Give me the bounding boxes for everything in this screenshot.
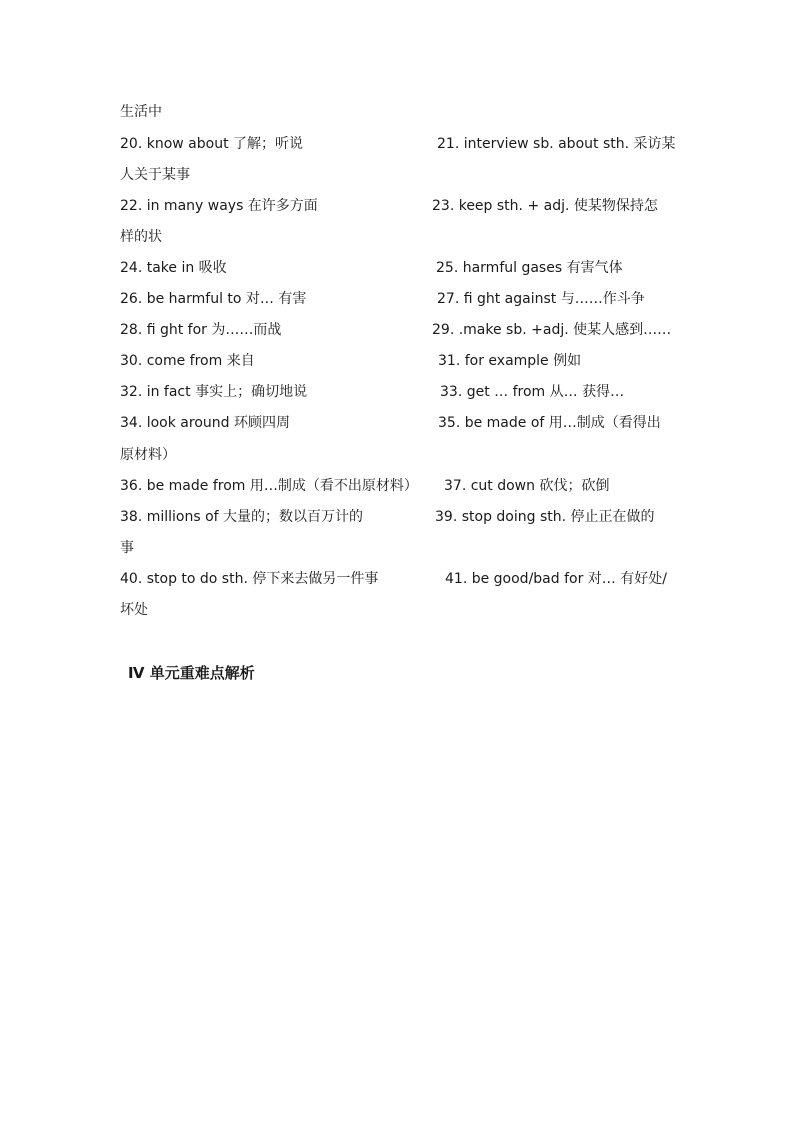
text-line: 样的状 xyxy=(120,229,162,245)
text-line: 坏处 xyxy=(120,602,148,618)
text-line: 32. in fact 事实上；确切地说 xyxy=(120,384,308,400)
text-line: 36. be made from 用…制成（看不出原材料） xyxy=(120,478,418,494)
text-line: 22. in many ways 在许多方面 xyxy=(120,198,318,214)
text-line: 37. cut down 砍伐；砍倒 xyxy=(444,478,610,494)
text-line: 25. harmful gases 有害气体 xyxy=(436,260,623,276)
text-line: 34. look around 环顾四周 xyxy=(120,415,290,431)
text-line: 39. stop doing sth. 停止正在做的 xyxy=(435,509,655,525)
text-line: 33. get … from 从… 获得… xyxy=(440,384,625,400)
text-line: 24. take in 吸收 xyxy=(120,260,227,276)
text-line: 28. fi ght for 为……而战 xyxy=(120,322,282,338)
text-line: 31. for example 例如 xyxy=(438,353,582,369)
text-line: 27. fi ght against 与……作斗争 xyxy=(437,291,645,307)
text-line: 23. keep sth. + adj. 使某物保持怎 xyxy=(432,198,658,214)
text-line: 41. be good/bad for 对… 有好处/ xyxy=(445,571,667,587)
text-line: 35. be made of 用…制成（看得出 xyxy=(438,415,661,431)
text-line: 40. stop to do sth. 停下来去做另一件事 xyxy=(120,571,379,587)
text-line: 生活中 xyxy=(120,104,162,120)
section-heading: Ⅳ 单元重难点解析 xyxy=(128,664,255,682)
text-line: 人关于某事 xyxy=(120,167,190,183)
text-line: 20. know about 了解；听说 xyxy=(120,136,304,152)
text-line: 原材料） xyxy=(120,447,176,463)
text-line: 30. come from 来自 xyxy=(120,353,255,369)
text-line: 29. .make sb. +adj. 使某人感到…… xyxy=(432,322,672,338)
text-line: 事 xyxy=(120,540,134,556)
text-line: 26. be harmful to 对… 有害 xyxy=(120,291,307,307)
text-line: 38. millions of 大量的；数以百万计的 xyxy=(120,509,364,525)
text-line: 21. interview sb. about sth. 采访某 xyxy=(437,136,676,152)
